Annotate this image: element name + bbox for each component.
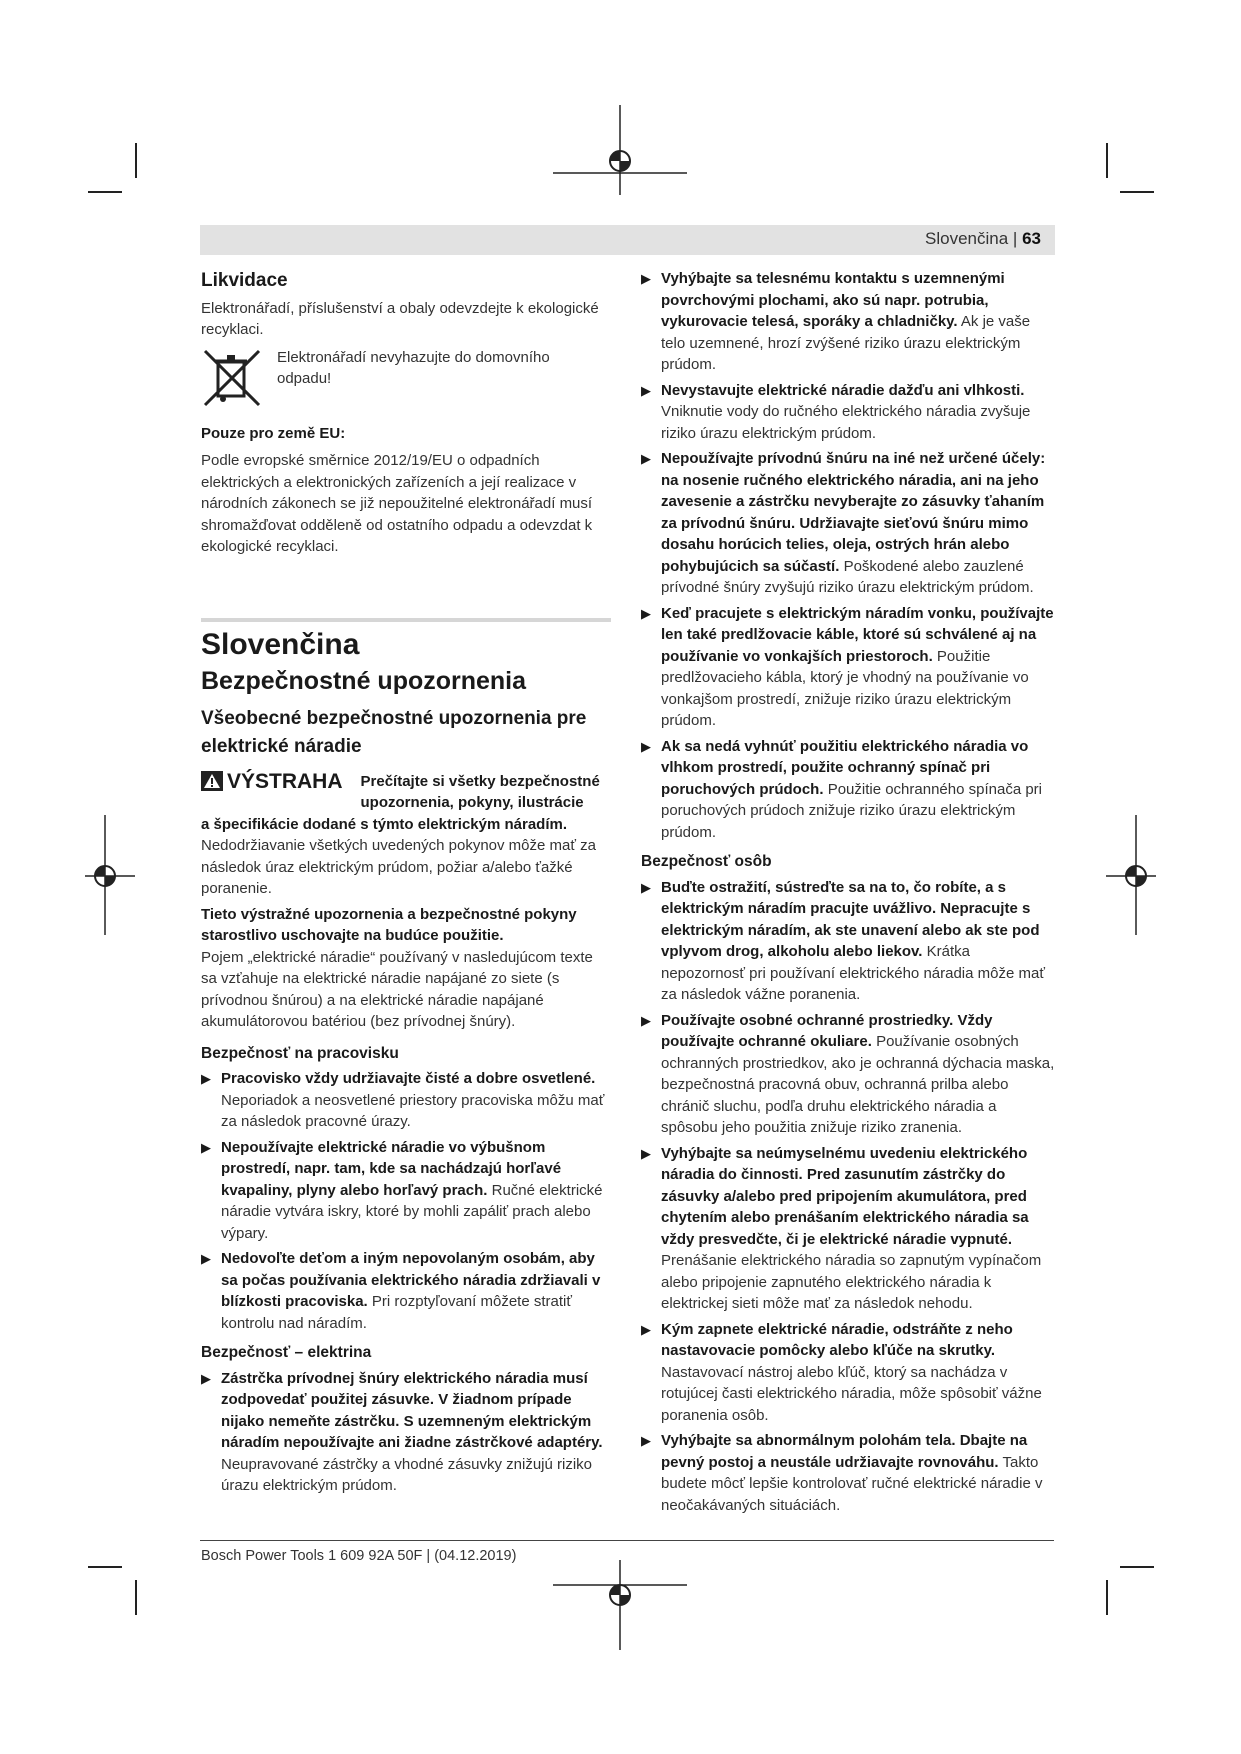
crop-mark [1106,143,1108,178]
electric-list-left [201,1368,611,1497]
keep-instructions: Tieto výstražné upozornenia a bezpečnostné pokyny starostlivo uschovajte na budúce použitie. [201,905,577,944]
list-item [641,1143,1055,1315]
crop-mark [135,143,137,178]
header-language: Slovenčina [925,229,1009,248]
item-text: Ručné elektrické náradie vytvára iskry, ktoré by mohli zapáliť prach alebo výpary. [221,1181,603,1242]
section-divider [201,618,611,622]
safety-heading: Bezpečnostné upozornenia [201,667,527,695]
bullet-arrow-icon: ▶ [641,382,651,398]
list-item [641,268,1055,376]
list-item [641,1010,1055,1139]
workplace-heading: Bezpečnosť na pracovisku [201,1044,399,1062]
item-text: Pri rozptyľovaní môžete stratiť kontrolu nad náradím. [221,1293,572,1332]
persons-list [641,877,1055,1517]
item-text: Použitie predlžovacieho kábla, ktorý je vhodný na používanie vo vonkajšom prostredí, znižuje riziko úrazu elektrickým prúdom. [661,647,1029,729]
crop-mark [88,1566,122,1568]
item-text: Neporiadok a neosvetlené priestory pracoviska môžu mať za následok pracovné úrazy. [221,1091,605,1130]
list-item [641,380,1055,445]
likvidace-heading: Likvidace [201,270,288,291]
bullet-arrow-icon: ▶ [641,879,651,895]
item-text: Vniknutie vody do ručného elektrického náradia zvyšuje riziko úrazu elektrickým prúdom. [661,403,1031,442]
list-item [201,1368,611,1497]
term-text: Pojem „elektrické náradie“ používaný v nasledujúcom texte sa vzťahuje na elektrické náradie napájané zo siete (s prívodnou šnúrou) a na elektrické náradie napájané akumulátorovou batériou (bez prívodnej šnúry). [201,948,593,1030]
item-bold: Vyhýbajte sa abnormálnym polohám tela. Dbajte na pevný postoj a neustále udržiavajte rovnováhu. [661,1432,1028,1471]
footer-text: Bosch Power Tools 1 609 92A 50F | (04.12.2019) [201,1548,517,1564]
list-item [201,1068,611,1133]
eu-heading: Pouze pro země EU: [201,424,346,442]
item-text: Takto budete môcť lepšie kontrolovať ručné elektrické náradie v neočakávaných situáciách. [661,1453,1043,1514]
crop-mark [1106,1580,1108,1615]
warning-text: Nedodržiavanie všetkých uvedených pokynov môže mať za následok úraz elektrickým prúdom, požiar a/alebo ťažké poranenie. [201,837,596,897]
item-bold: Nevystavujte elektrické náradie dažďu ani vlhkosti. [661,381,1025,399]
weee-text: Elektronářadí nevyhazujte do domovního odpadu! [277,348,550,387]
item-text: Použitie ochranného spínača pri poruchových prúdoch znižuje riziko úrazu elektrickým prúdom. [661,780,1042,841]
registration-mark-icon [1106,815,1156,935]
item-bold: Buďte ostražití, sústreďte sa na to, čo robíte, a s elektrickým náradím pracujte uvážlivo. Nepracujte s elektrickým náradím, ak ste unavení alebo ak ste pod vplyvom drog, alkoholu alebo liekov. [661,878,1040,960]
list-item [641,877,1055,1006]
item-bold: Vyhýbajte sa neúmyselnému uvedeniu elektrického náradia do činnosti. Pred zasunutím zástrčky do zásuvky a/alebo pred pripojením akumulátora, pred chytením alebo prenášaním elektrického náradia sa vždy presvedčte, či je elektrické náradie vypnuté. [661,1144,1029,1248]
bullet-arrow-icon: ▶ [201,1139,211,1155]
item-bold: Používajte osobné ochranné prostriedky. Vždy používajte ochranné okuliare. [661,1011,993,1050]
registration-mark-icon [553,105,687,195]
warning-label-text: VÝSTRAHA [227,769,343,793]
bullet-arrow-icon: ▶ [641,1012,651,1028]
warning-label [201,771,343,793]
list-item [641,736,1055,844]
bullet-arrow-icon: ▶ [641,738,651,754]
crop-mark [1120,191,1154,193]
page-header [200,225,1055,255]
item-bold: Keď pracujete s elektrickým náradím vonku, používajte len také predlžovacie káble, ktoré sú schválené aj na používanie vo vonkajších priestoroch. [661,604,1054,665]
bullet-arrow-icon: ▶ [641,605,651,621]
bullet-arrow-icon: ▶ [641,1433,651,1448]
item-bold: Zástrčka prívodnej šnúry elektrického náradia musí zodpovedať použitej zásuvke. V žiadnom prípade nijako nemeňte zástrčku. S uzemneným elektrickým náradím nepoužívajte ani žiadne zástrčkové adaptéry. [221,1369,603,1451]
bullet-arrow-icon: ▶ [201,1370,211,1386]
list-item [641,1319,1055,1427]
list-item [641,603,1055,732]
bullet-arrow-icon: ▶ [641,451,651,466]
list-item [201,1248,611,1334]
list-item [201,1137,611,1245]
electric-list-right [641,268,1055,843]
item-bold: Vyhýbajte sa telesnému kontaktu s uzemnenými povrchovými plochami, ako sú napr. potrubia, vykurovacie telesá, sporáky a chladničky. [661,270,1005,330]
bullet-arrow-icon: ▶ [641,271,651,286]
crossed-bin-icon [201,347,263,409]
header-title: Slovenčina | 63 [925,229,1041,248]
item-text: Prenášanie elektrického náradia so zapnutým vypínačom alebo pripojenie zapnutého elektrického náradia k elektrickej sieti môže mať za následok nehodu. [661,1252,1042,1312]
crop-mark [1120,1566,1154,1568]
item-bold: Nepoužívajte prívodnú šnúru na iné než určené účely: na nosenie ručného elektrického náradia, ani na jeho zavesenie a zástrčku nevyberajte zo zásuvky ťahaním za prívodnú šnúru. Udržiavajte sieťovú šnúru mimo dosahu horúcich telies, oleja, ostrých hrán alebo pohybujúcich sa súčastí. [661,450,1046,575]
eu-text: Podle evropské směrnice 2012/19/EU o odpadních elektrických a elektronických zařízeních a její realizace v národních zákonech se již nepoužitelné elektronářadí musí shromažďovat odděleně od ostatního odpadu a odevzdat k ekologické recyklaci. [201,452,593,555]
likvidace-text: Elektronářadí, příslušenství a obaly odevzdejte k ekologické recyklaci. [201,299,599,338]
warning-triangle-icon [201,771,223,791]
weee-notice [201,347,611,409]
list-item [641,1430,1055,1516]
warning-bold-1: Prečítajte si všetky bezpečnostné upozornenia, pokyny, ilustrácie [360,772,600,811]
right-column [641,268,1055,1520]
item-text: Nastavovací nástroj alebo kľúč, ktorý sa nachádza v rotujúcej časti elektrického náradia, môže spôsobiť vážne poranenia osôb. [661,1363,1042,1424]
item-bold: Nedovoľte deťom a iným nepovolaným osobám, aby sa počas používania elektrického náradia zdržiavali v blízkosti pracoviska. [221,1250,601,1310]
item-text: Neupravované zástrčky a vhodné zásuvky znižujú riziko úrazu elektrickým prúdom. [221,1455,593,1494]
item-text: Krátka nepozornosť pri používaní elektrického náradia môže mať za následok vážne poranenia. [661,943,1045,1003]
item-bold: Nepoužívajte elektrické náradie vo výbušnom prostredí, napr. tam, kde sa nachádzajú horľavé kvapaliny, plyny alebo horľavý prach. [221,1138,562,1199]
bullet-arrow-icon: ▶ [201,1071,211,1086]
item-text: Poškodené alebo zauzlené prívodné šnúry zvyšujú riziko úrazu elektrickým prúdom. [661,557,1034,596]
warning-block [201,771,611,814]
item-bold: Kým zapnete elektrické náradie, odstráňte z neho nastavovacie pomôcky alebo kľúče na skrutky. [661,1320,1013,1359]
crop-mark [88,191,122,193]
persons-heading: Bezpečnosť osôb [641,853,772,870]
electric-heading: Bezpečnosť – elektrina [201,1344,372,1361]
item-text: Používanie osobných ochranných prostriedkov, ako je ochranná dýchacia maska, bezpečnostná pracovná obuv, ochranná prilba alebo chránič sluchu, podľa druhu elektrického náradia a spôsobu jeho použitia znižuje riziko zranenia. [661,1033,1055,1136]
registration-mark-icon [553,1560,687,1650]
item-text: Ak je vaše telo uzemnené, hrozí zvýšené riziko úrazu elektrickým prúdom. [661,313,1031,373]
general-safety-heading: Všeobecné bezpečnostné upozornenia pre elektrické náradie [201,707,587,757]
workplace-list [201,1068,611,1334]
list-item [641,448,1055,599]
footer-divider [200,1540,1054,1541]
item-bold: Ak sa nedá vyhnúť použitiu elektrického náradia vo vlhkom prostredí, použite ochranný spínač pri poruchových prúdoch. [661,737,1029,798]
registration-mark-icon [85,815,135,935]
left-column [201,270,611,1501]
language-heading: Slovenčina [201,627,360,661]
warning-bold-2: a špecifikácie dodané s týmto elektrickým náradím. [201,815,567,833]
page-number: 63 [1022,229,1041,248]
item-bold: Pracovisko vždy udržiavajte čisté a dobre osvetlené. [221,1070,596,1087]
bullet-arrow-icon: ▶ [641,1321,651,1337]
bullet-arrow-icon: ▶ [201,1251,211,1266]
crop-mark [135,1580,137,1615]
bullet-arrow-icon: ▶ [641,1145,651,1161]
